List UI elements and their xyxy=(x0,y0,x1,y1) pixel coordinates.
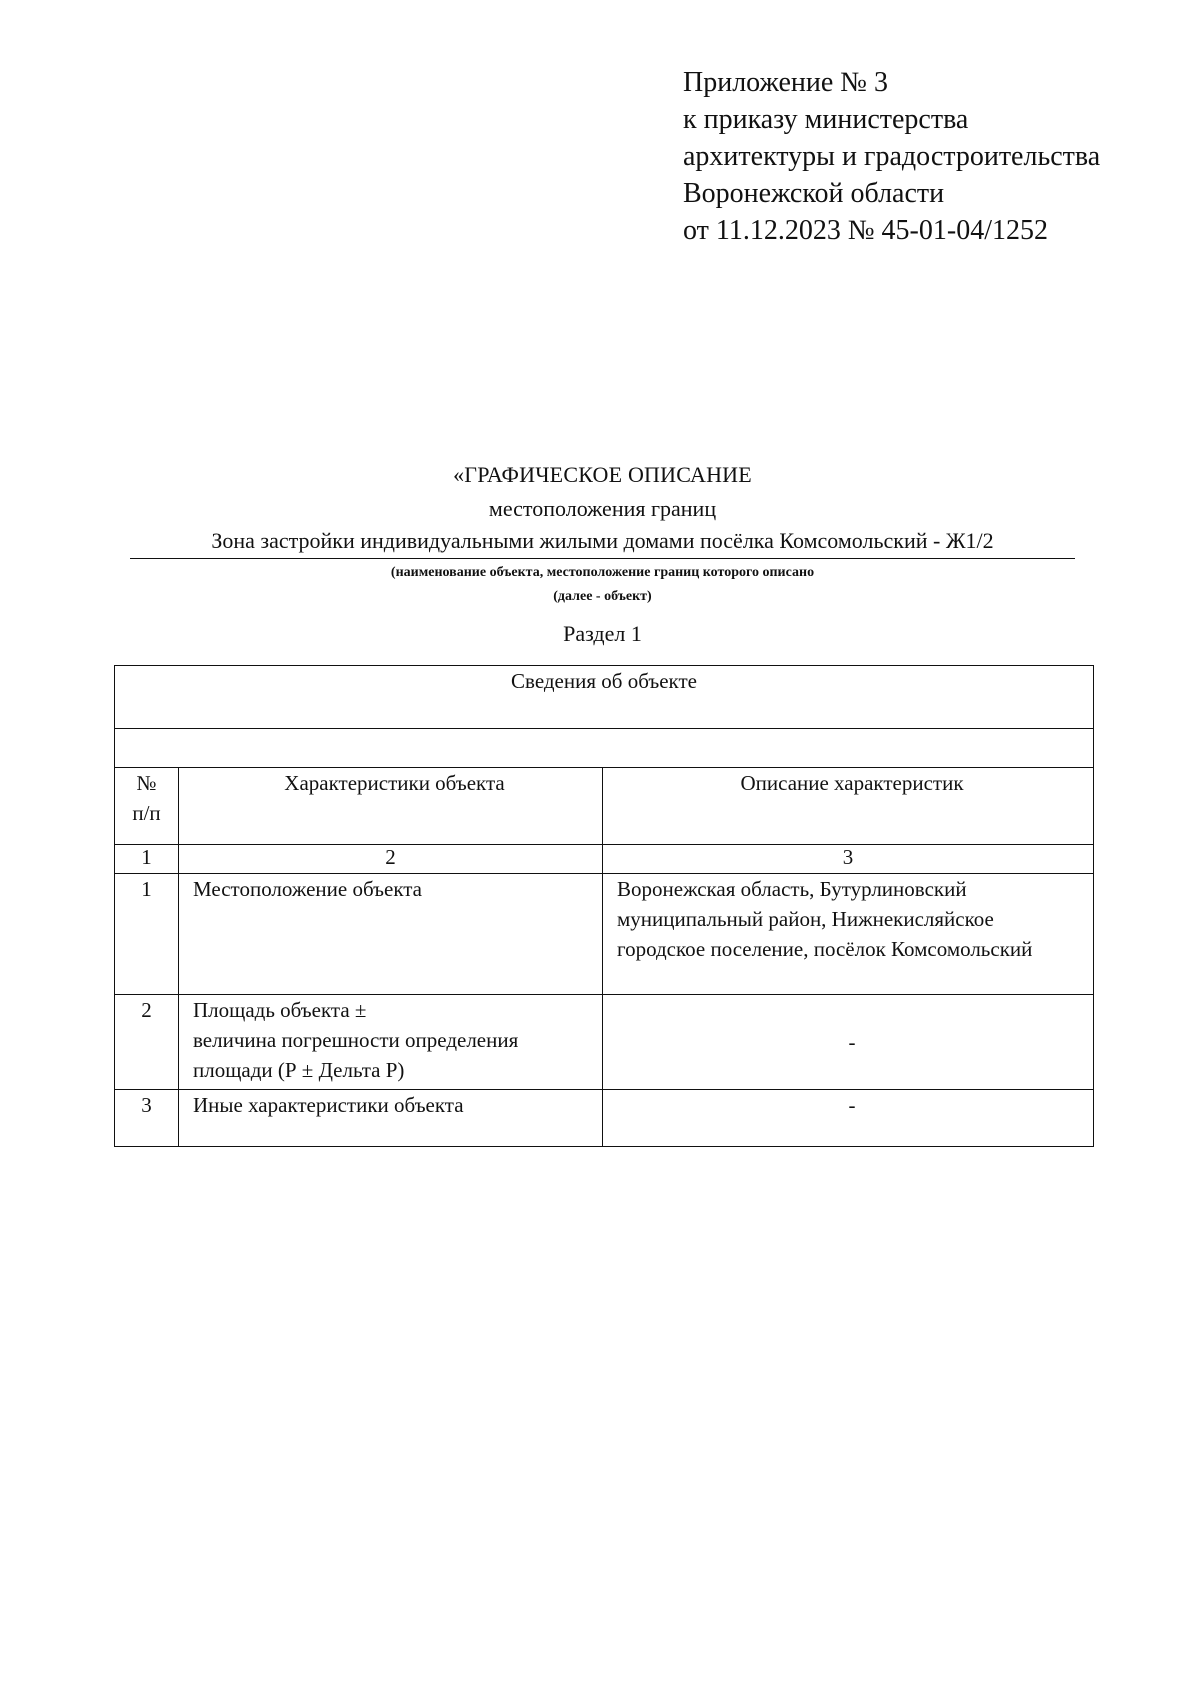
object-name-note-2: (далее - объект) xyxy=(553,589,652,604)
row-characteristic: Местоположение объекта xyxy=(179,874,603,995)
row-description: - xyxy=(603,995,1094,1090)
column-number: 2 xyxy=(179,845,603,874)
column-number: 3 xyxy=(603,845,1094,874)
column-numbers-row xyxy=(115,845,1094,874)
document-title-block xyxy=(130,458,1075,649)
row-num: 3 xyxy=(115,1090,179,1147)
object-info-table xyxy=(114,665,1094,1147)
row-num: 2 xyxy=(115,995,179,1090)
table-row xyxy=(115,1090,1094,1147)
object-name-note: (наименование объекта, местоположение границ которого описано xyxy=(390,565,815,580)
appendix-line: архитектуры и градостроительства xyxy=(683,141,1101,172)
row-description: - xyxy=(603,1090,1094,1147)
appendix-line: Приложение № 3 xyxy=(683,67,888,98)
table-blank-cell xyxy=(115,729,1094,768)
table-header-row xyxy=(115,768,1094,845)
table-row xyxy=(115,874,1094,995)
header-description: Описание характеристик xyxy=(603,768,1094,845)
row-characteristic: Иные характеристики объекта xyxy=(179,1090,603,1147)
row-description: Воронежская область, Бутурлиновский муниципальный район, Нижнекисляйское городское поселение, посёлок Комсомольский xyxy=(603,874,1094,995)
document-title: «ГРАФИЧЕСКОЕ ОПИСАНИЕ xyxy=(453,462,752,487)
object-name: Зона застройки индивидуальными жилыми домами посёлка Комсомольский - Ж1/2 xyxy=(130,526,1075,559)
appendix-line: от 11.12.2023 № 45-01-04/1252 xyxy=(683,215,1048,246)
appendix-header xyxy=(683,64,1100,249)
row-num: 1 xyxy=(115,874,179,995)
table-blank-row xyxy=(115,729,1094,768)
header-num: № п/п xyxy=(115,768,179,845)
table-caption-row xyxy=(115,666,1094,729)
column-number: 1 xyxy=(115,845,179,874)
document-subtitle: местоположения границ xyxy=(488,496,717,521)
appendix-line: к приказу министерства xyxy=(683,104,969,135)
row-characteristic: Площадь объекта ± величина погрешности определения площади (Р ± Дельта Р) xyxy=(179,995,603,1090)
appendix-line: Воронежской области xyxy=(683,178,945,209)
table-row xyxy=(115,995,1094,1090)
header-characteristics: Характеристики объекта xyxy=(179,768,603,845)
section-label: Раздел 1 xyxy=(563,621,642,646)
table-caption: Сведения об объекте xyxy=(115,666,1094,729)
